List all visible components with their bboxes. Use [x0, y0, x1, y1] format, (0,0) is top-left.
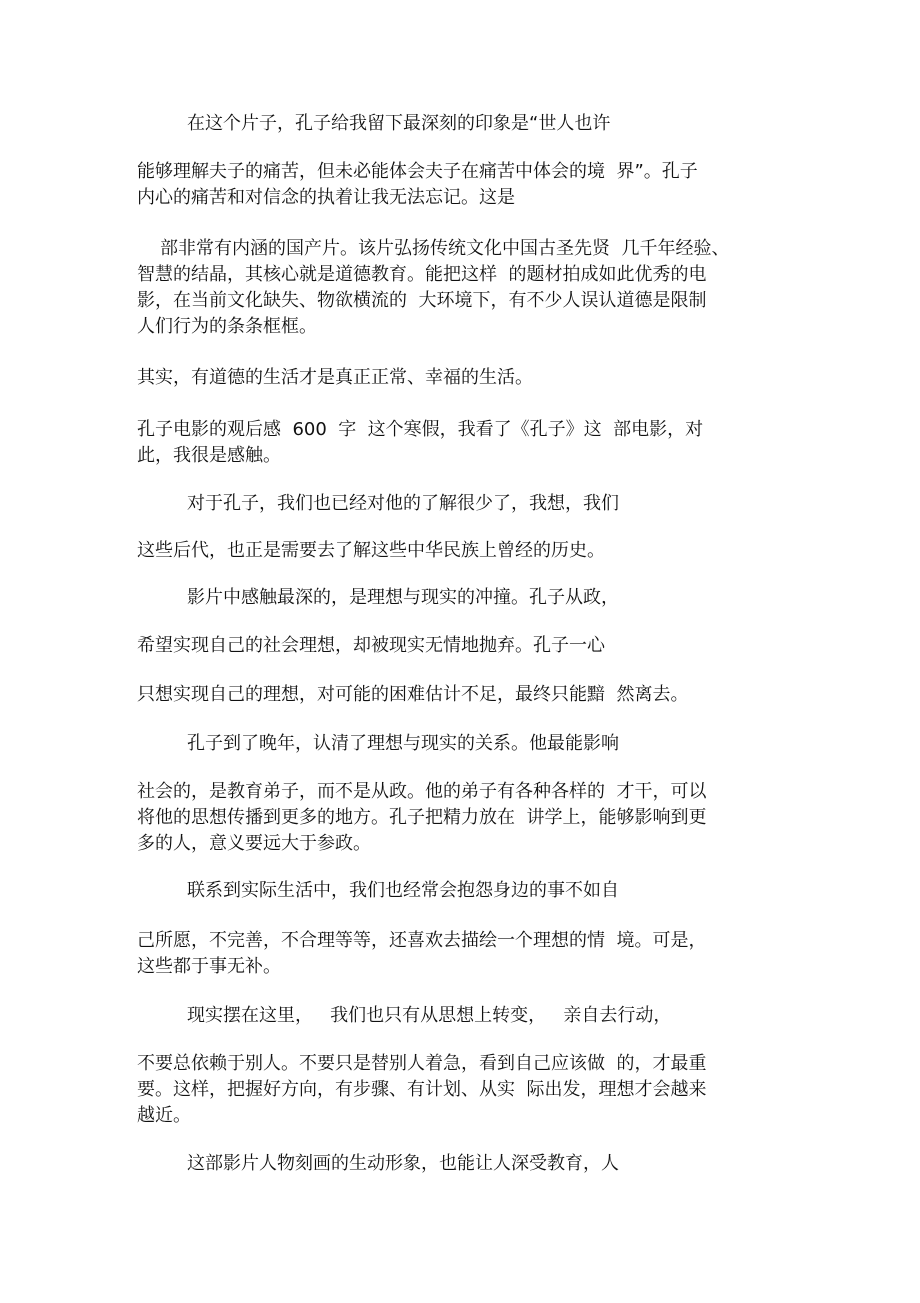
- text-line-2: 能够理解夫子的痛苦，但未必能体会夫子在痛苦中体会的境 界”。孔子: [137, 161, 698, 182]
- text-line-17: 社会的，是教育弟子，而不是从政。他的弟子有各种各样的 才干，可以: [137, 781, 707, 802]
- text-line-27: 这部影片人物刻画的生动形象，也能让人深受教育，人: [187, 1153, 619, 1174]
- text-line-11: 对于孔子，我们也已经对他的了解很少了，我想，我们: [187, 493, 619, 514]
- text-line-16: 孔子到了晚年，认清了理想与现实的关系。他最能影响: [187, 733, 619, 754]
- text-line-4: 部非常有内涵的国产片。该片弘扬传统文化中国古圣先贤 几千年经验、: [160, 238, 730, 259]
- text-line-9: 孔子电影的观后感 600 字 这个寒假，我看了《孔子》这 部电影，对: [137, 419, 704, 440]
- text-line-14: 希望实现自己的社会理想，却被现实无情地抛弃。孔子一心: [137, 635, 605, 656]
- text-line-5: 智慧的结晶，其核心就是道德教育。能把这样 的题材拍成如此优秀的电: [137, 264, 707, 285]
- text-line-19: 多的人，意义要远大于参政。: [137, 833, 371, 854]
- text-line-10: 此，我很是感触。: [137, 445, 281, 466]
- text-line-22: 这些都于事无补。: [137, 956, 281, 977]
- text-line-1: 在这个片子，孔子给我留下最深刻的印象是“世人也许: [187, 113, 611, 134]
- text-line-13: 影片中感触最深的，是理想与现实的冲撞。孔子从政，: [187, 587, 619, 608]
- text-line-3: 内心的痛苦和对信念的执着让我无法忘记。这是: [137, 187, 515, 208]
- text-line-24: 不要总依赖于别人。不要只是替别人着急，看到自己应该做 的，才最重: [137, 1053, 707, 1074]
- text-line-25: 要。这样，把握好方向，有步骤、有计划、从实 际出发，理想才会越来: [137, 1079, 707, 1100]
- text-line-12: 这些后代，也正是需要去了解这些中华民族上曾经的历史。: [137, 540, 605, 561]
- text-line-21: 己所愿，不完善，不合理等等，还喜欢去描绘一个理想的情 境。可是，: [137, 930, 707, 951]
- text-line-15: 只想实现自己的理想，对可能的困难估计不足，最终只能黯 然离去。: [137, 684, 689, 705]
- text-line-7: 人们行为的条条框框。: [137, 316, 317, 337]
- text-line-6: 影，在当前文化缺失、物欲横流的 大环境下，有不少人误认道德是限制: [137, 290, 707, 311]
- text-line-23: 现实摆在这里， 我们也只有从思想上转变， 亲自去行动，: [187, 1005, 672, 1026]
- text-line-20: 联系到实际生活中，我们也经常会抱怨身边的事不如自: [187, 880, 619, 901]
- text-line-18: 将他的思想传播到更多的地方。孔子把精力放在 讲学上，能够影响到更: [137, 807, 707, 828]
- text-line-26: 越近。: [137, 1105, 191, 1126]
- text-line-8: 其实，有道德的生活才是真正正常、幸福的生活。: [137, 367, 533, 388]
